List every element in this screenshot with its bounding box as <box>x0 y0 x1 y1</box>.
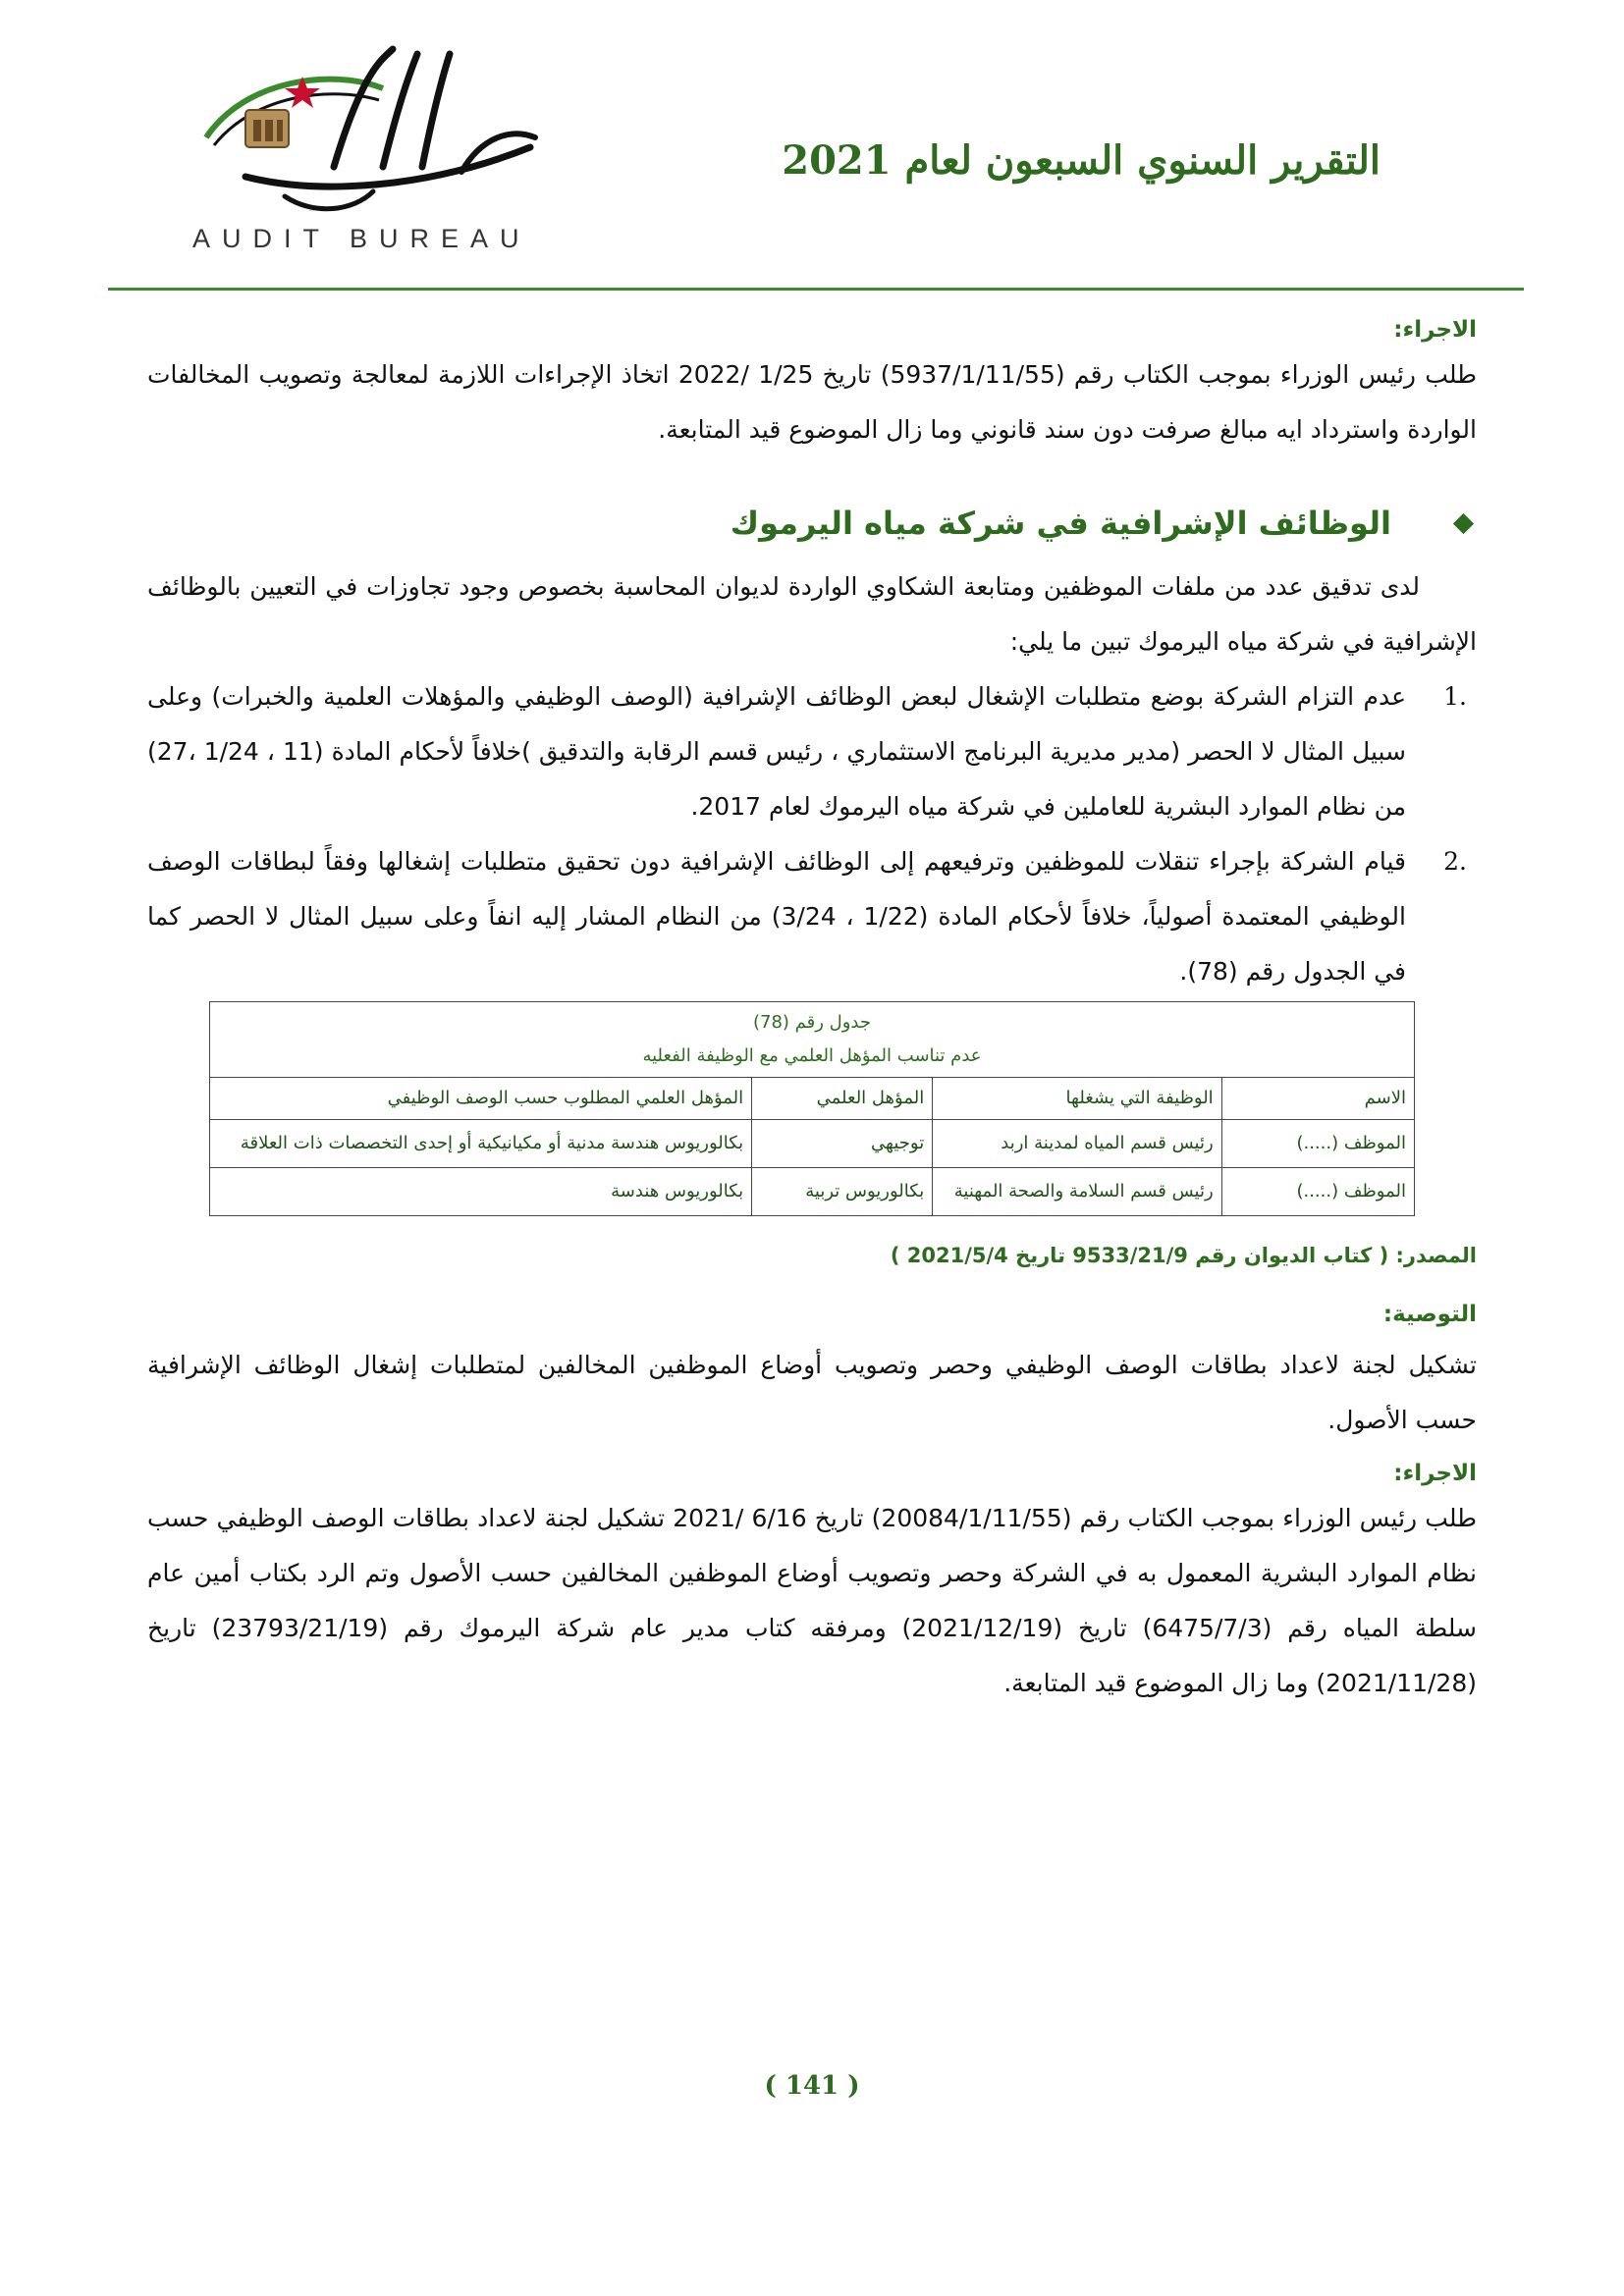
data-table <box>209 1001 1415 1216</box>
table-cell: بكالوريوس تربية <box>752 1168 933 1216</box>
table-header-row <box>210 1078 1415 1120</box>
procedure-label: الاجراء: <box>1393 1461 1477 1486</box>
list-item <box>147 834 1477 999</box>
table-cell: رئيس قسم السلامة والصحة المهنية <box>933 1168 1221 1216</box>
list-item-text: قيام الشركة بإجراء تنقلات للموظفين وترفيعهم إلى الوظائف الإشرافية دون تحقيق متطلبات إشغالها وفقاً لبطاقات الوصف الوظيفي المعتمدة أصولياً، خلافاً لأحكام المادة (1/22 ، 3/24) من النظام المشار إليه انفاً وعلى سبيل المثال لا الحصر كما في الجدول رقم (78). <box>147 847 1406 986</box>
procedure-label: الاجراء: <box>1393 317 1477 343</box>
table-cell: الموظف (.....) <box>1221 1120 1414 1168</box>
recommendation-label: التوصية: <box>1382 1302 1477 1327</box>
list-item-number: 1. <box>1443 682 1467 711</box>
table-cell: توجيهي <box>752 1120 933 1168</box>
table-subtitle: عدم تناسب المؤهل العلمي مع الوظيفة الفعليه <box>642 1045 982 1066</box>
procedure-text: طلب رئيس الوزراء بموجب الكتاب رقم (5937/1/11/55) تاريخ 1/25 /2022 اتخاذ الإجراءات اللازمة لمعالجة وتصويب المخالفات الواردة واسترداد ايه مبالغ صرفت دون سند قانوني وما زال الموضوع قيد المتابعة. <box>147 360 1478 444</box>
section-heading <box>147 499 1477 548</box>
column-header: المؤهل العلمي <box>752 1078 933 1120</box>
table-number: جدول رقم (78) <box>752 1012 872 1033</box>
column-header: المؤهل العلمي المطلوب حسب الوصف الوظيفي <box>210 1078 752 1120</box>
diamond-bullet-icon <box>1453 512 1474 533</box>
report-title: التقرير السنوي السبعون لعام 2021 <box>782 137 1380 184</box>
section-title: الوظائف الإشرافية في شركة مياه اليرموك <box>730 505 1391 542</box>
emblem-icon <box>245 110 289 147</box>
table-cell: بكالوريوس هندسة مدنية أو مكيانيكية أو إحدى التخصصات ذات العلاقة <box>210 1120 752 1168</box>
table-caption <box>210 1002 1415 1078</box>
list-item-text: عدم التزام الشركة بوضع متطلبات الإشغال لبعض الوظائف الإشرافية (الوصف الوظيفي والمؤهلات العلمية والخبرات) وعلى سبيل المثال لا الحصر (مدير مديرية البرنامج الاستثماري ، رئيس قسم الرقابة والتدقيق )خلافاً لأحكام المادة (11 ، 1/24 ،27) من نظام الموارد البشرية للعاملين في شركة مياه اليرموك لعام 2017. <box>147 682 1406 821</box>
procedure-text: طلب رئيس الوزراء بموجب الكتاب رقم (20084/1/11/55) تاريخ 6/16 /2021 تشكيل لجنة لاعداد بطاقات الوصف الوظيفي حسب نظام الموارد البشرية المعمول به في الشركة وحصر وتصويب أوضاع الموظفين المخالفين حسب الأصول وتم الرد بكتاب أمين عام سلطة المياه رقم (6475/7/3) تاريخ (2021/12/19) ومرفقه كتاب مدير عام شركة اليرموك رقم (23793/21/19) تاريخ (2021/11/28) وما زال الموضوع قيد المتابعة. <box>147 1504 1478 1697</box>
page-content <box>147 312 1477 1711</box>
section-intro: لدى تدقيق عدد من ملفات الموظفين ومتابعة الشكاوي الواردة لديوان المحاسبة بخصوص وجود تجاوزات في التعيين بالوظائف الإشرافية في شركة مياه اليرموك تبين ما يلي: <box>147 572 1477 656</box>
logo-english-text: AUDIT BUREAU <box>192 224 531 253</box>
logo-arabic-text: ديوان المحاسبة <box>307 211 314 212</box>
recommendation-text: تشكيل لجنة لاعداد بطاقات الوصف الوظيفي وحصر وتصويب أوضاع الموظفين المخالفين لمتطلبات إشغال الوظائف الإشرافية حسب الأصول. <box>147 1351 1477 1434</box>
table-source: المصدر: ( كتاب الديوان رقم 9533/21/9 تاريخ 2021/5/4 ) <box>890 1244 1477 1267</box>
column-header: الوظيفة التي يشغلها <box>933 1078 1221 1120</box>
table-cell: الموظف (.....) <box>1221 1168 1414 1216</box>
list-item-number: 2. <box>1443 847 1467 876</box>
table-row <box>210 1120 1415 1168</box>
page-header <box>0 0 1624 294</box>
table-cell: بكالوريوس هندسة <box>210 1168 752 1216</box>
column-header: الاسم <box>1221 1078 1414 1120</box>
list-item <box>147 669 1477 834</box>
table-row <box>210 1168 1415 1216</box>
page-number: ( 141 ) <box>764 2071 860 2101</box>
header-divider <box>108 288 1524 291</box>
table-cell: رئيس قسم المياه لمدينة اربد <box>933 1120 1221 1168</box>
